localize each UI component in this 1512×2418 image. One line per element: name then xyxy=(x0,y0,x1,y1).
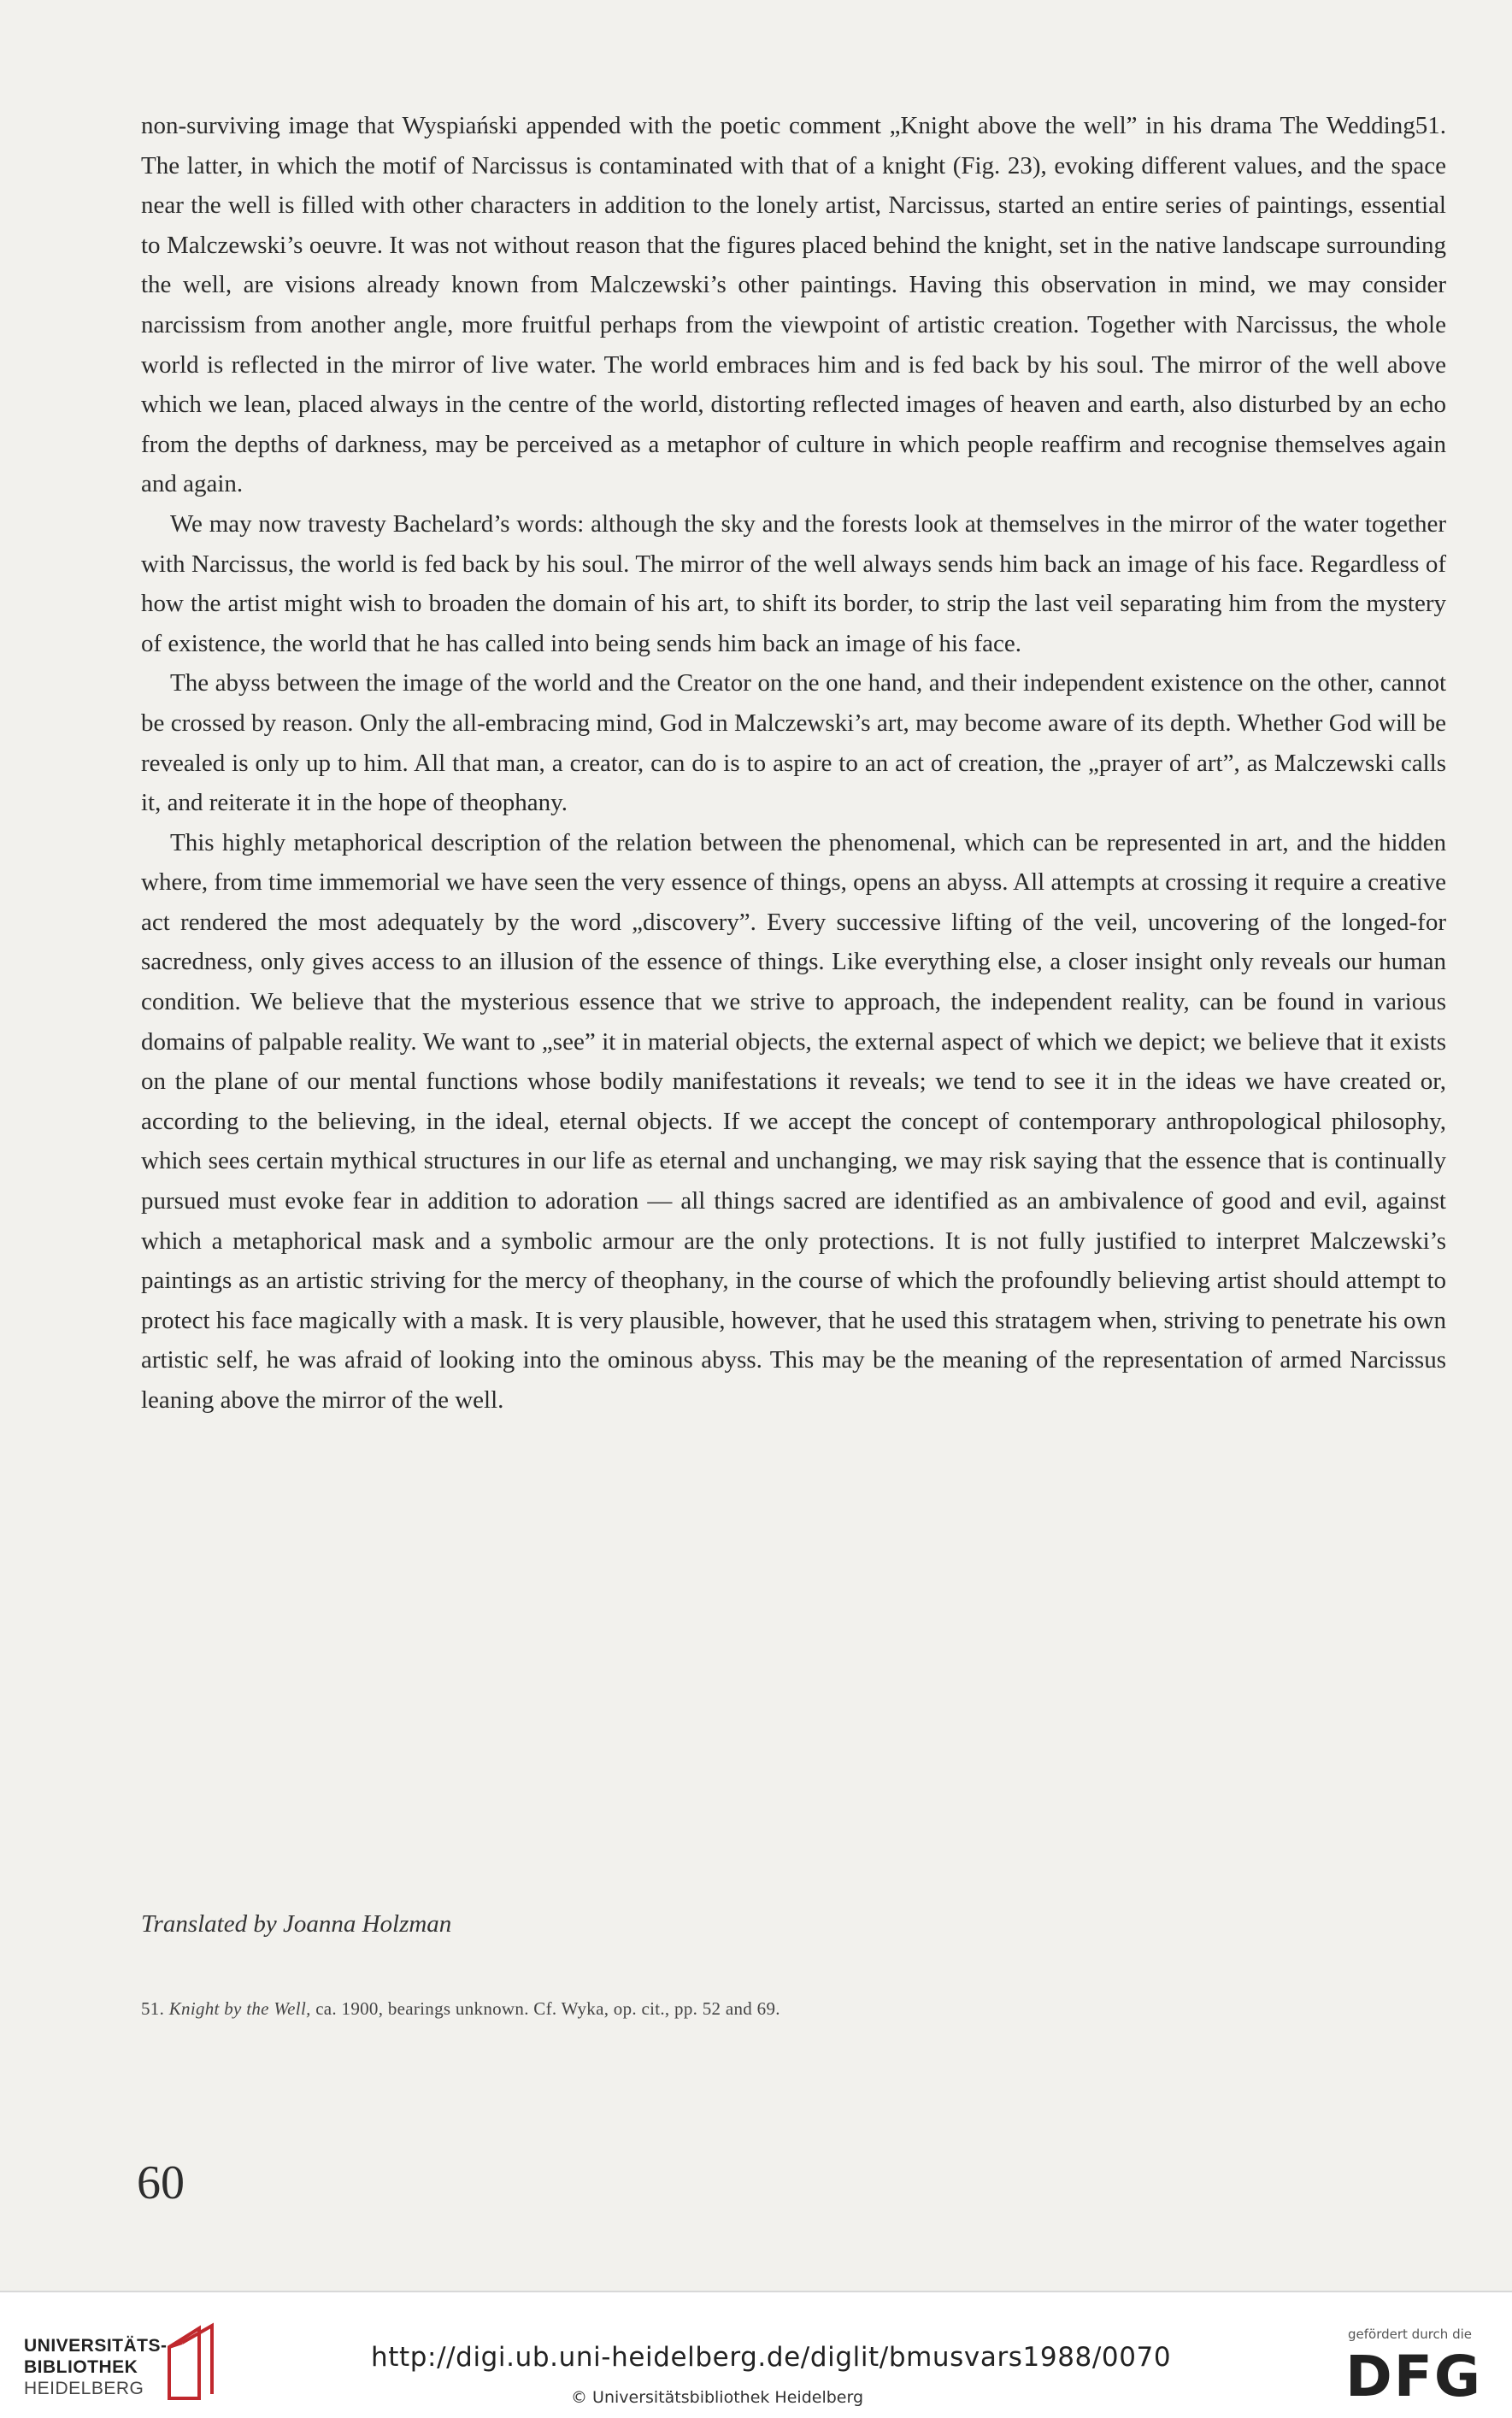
page-number: 60 xyxy=(137,2156,185,2209)
library-name-line1: UNIVERSITÄTS- xyxy=(24,2336,168,2356)
dfg-logo: DFG xyxy=(1345,2344,1483,2409)
paragraph-4: This highly metaphorical description of the relation between the phenomenal, which can be represented in art, and the hidden where, from time immemorial we have seen the very essence of things, opens an abyss. All attempts at crossing it require a creative act rendered the most adequately by the word „discovery”. Every successive lifting of the veil, uncovering of the longed-for sacredness, only gives access to an illusion of the essence of things. Like everything else, a closer insight only reveals our human condition. We believe that the mysterious essence that we strive to approach, the independent reality, can be found in various domains of palpable reality. We want to „see” it in material objects, the external aspect of which we depict; we believe that it exists on the plane of our mental functions whose bodily manifestations it reveals; we tend to see it in the ideas we have created or, according to the believing, in the ideal, eternal objects. If we accept the concept of contemporary anthropological philosophy, which sees certain mythical structures in our life as eternal and unchanging, we may risk saying that the essence that is continually pursued must evoke fear in addition to adoration — all things sacred are identified as an ambivalence of good and evil, against which a metaphorical mask and a symbolic armour are the only protections. It is not fully justified to interpret Malczewski’s paintings as an artistic striving for the mercy of theophany, in the course of which the profoundly believing artist should attempt to protect his face magically with a mask. It is very plausible, however, that he used this stratagem when, striving to penetrate his own artistic self, he was afraid of looking into the ominous abyss. This may be the meaning of the representation of armed Narcissus leaning above the mirror of the well. xyxy=(141,828,1446,1414)
viewer-footer xyxy=(0,2291,1512,2418)
paragraph-3: The abyss between the image of the world and the Creator on the one hand, and their independent existence on the other, cannot be crossed by reason. Only the all-embracing mind, God in Malczewski’s art, may become aware of its depth. Whether God will be revealed is only up to him. All that man, a creator, can do is to aspire to an act of creation, the „prayer of art”, as Malczewski calls it, and reiterate it in the hope of theophany. xyxy=(141,669,1446,817)
article-body xyxy=(141,106,1446,1421)
footnote-51 xyxy=(141,1998,1440,2020)
funding-caption: gefördert durch die xyxy=(1348,2327,1472,2342)
library-emblem-icon xyxy=(161,2321,229,2407)
footnote-title: Knight by the Well, xyxy=(168,1998,311,2019)
library-name-line2: BIBLIOTHEK xyxy=(24,2357,138,2377)
footnote-text: ca. 1900, bearings unknown. Cf. Wyka, op. cit., pp. 52 and 69. xyxy=(310,1998,780,2019)
permalink[interactable]: http://digi.ub.uni-heidelberg.de/diglit/bmusvars1988/0070 xyxy=(371,2342,1172,2373)
translator-credit: Translated by Joanna Holzman xyxy=(141,1910,452,1938)
paragraph-2: We may now travesty Bachelard’s words: although the sky and the forests look at themselves in the mirror of the water together with Narcissus, the world is fed back by his soul. The mirror of the well always sends him back an image of his face. Regardless of how the artist might wish to broaden the domain of his art, to shift its border, to strip the last veil separating him from the mystery of existence, the world that he has called into being sends him back an image of his face. xyxy=(141,509,1446,657)
library-name-line3: HEIDELBERG xyxy=(24,2379,144,2398)
footnote-number: 51. xyxy=(141,1998,165,2019)
library-logo-text xyxy=(24,2335,168,2399)
paragraph-1: non-surviving image that Wyspiański appended with the poetic comment „Knight above the well” in his drama The Wedding51. The latter, in which the motif of Narcissus is contaminated with that of a knight (Fig. 23), evoking different values, and the space near the well is filled with other characters in addition to the lonely artist, Narcissus, started an entire series of paintings, essential to Malczewski’s oeuvre. It was not without reason that the figures placed behind the knight, set in the native landscape surrounding the well, are visions already known from Malczewski’s other paintings. Having this observation in mind, we may consider narcissism from another angle, more fruitful perhaps from the viewpoint of artistic creation. Together with Narcissus, the whole world is reflected in the mirror of live water. The world embraces him and is fed back by his soul. The mirror of the well above which we lean, placed always in the centre of the world, distorting reflected images of heaven and earth, also disturbed by an echo from the depths of darkness, may be perceived as a metaphor of culture in which people reaffirm and recognise themselves again and again. xyxy=(141,112,1446,498)
copyright-notice: © Universitätsbibliothek Heidelberg xyxy=(571,2388,864,2407)
